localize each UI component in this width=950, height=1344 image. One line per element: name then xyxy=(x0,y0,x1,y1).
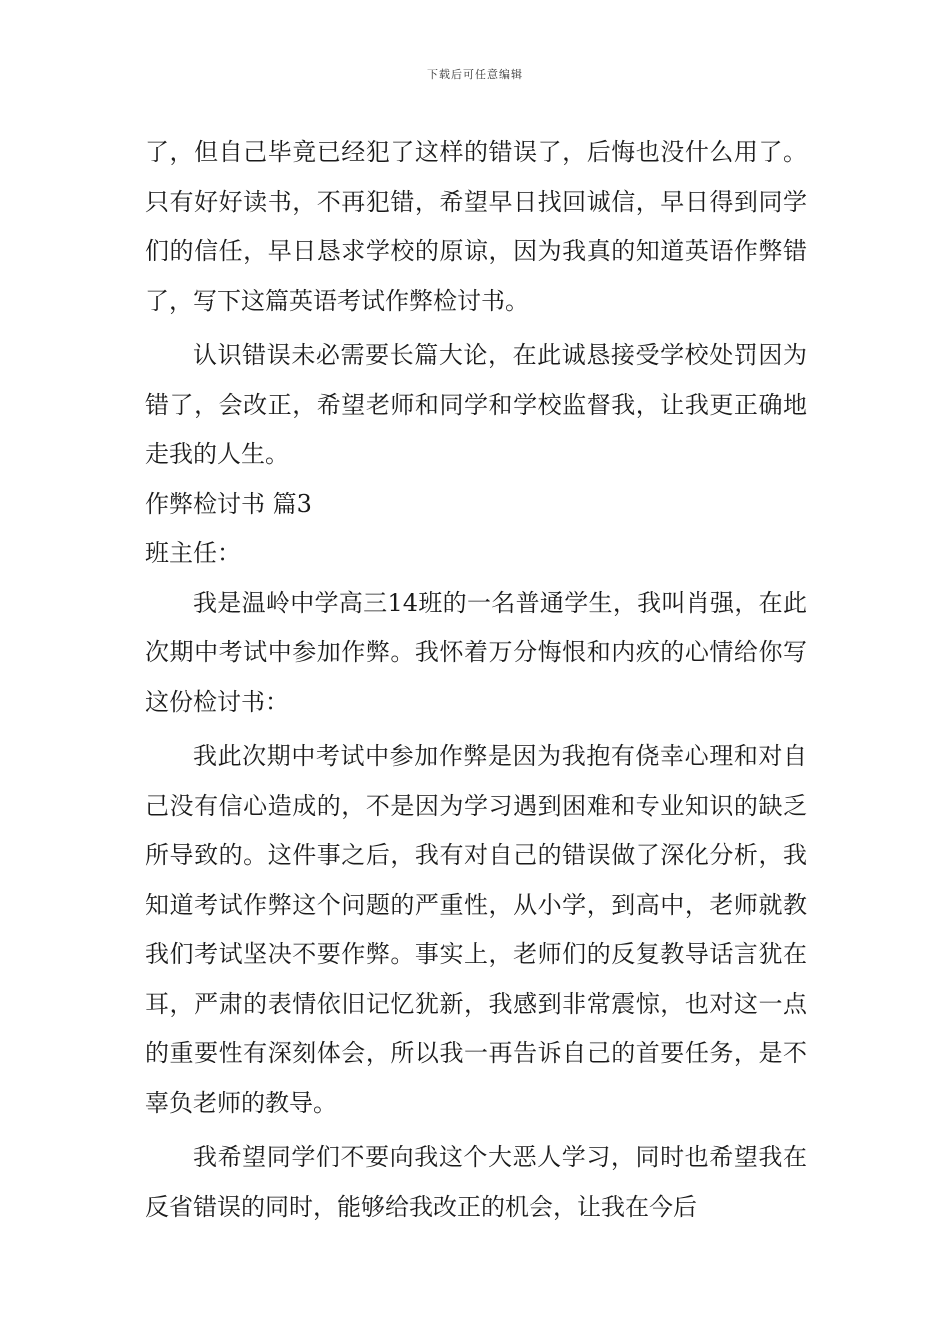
paragraph-continuation: 了，但自己毕竟已经犯了这样的错误了，后悔也没什么用了。只有好好读书，不再犯错，希望早日找回诚信，早日得到同学们的信任，早日恳求学校的原谅，因为我真的知道英语作弊错了，写下这篇英语考试作弊检讨书。 xyxy=(145,138,807,315)
section-title: 作弊检讨书 篇3 xyxy=(145,489,312,518)
paragraph-reflection: 我此次期中考试中参加作弊是因为我抱有侥幸心理和对自己没有信心造成的，不是因为学习遇到困难和专业知识的缺乏所导致的。这件事之后，我有对自己的错误做了深化分析，我知道考试作弊这个问题的严重性，从小学，到高中，老师就教我们考试坚决不要作弊。事实上，老师们的反复教导话言犹在耳，严肃的表情依旧记忆犹新，我感到非常震惊，也对这一点的重要性有深刻体会，所以我一再告诉自己的首要任务，是不辜负老师的教导。 xyxy=(145,742,807,1117)
page-header-note: 下载后可任意编辑 xyxy=(427,68,523,81)
document-body xyxy=(145,128,807,1232)
paragraph-acknowledgement: 认识错误未必需要长篇大论，在此诚恳接受学校处罚因为错了，会改正，希望老师和同学和学校监督我，让我更正确地走我的人生。 xyxy=(145,341,807,468)
paragraph-introduction: 我是温岭中学高三14班的一名普通学生，我叫肖强，在此次期中考试中参加作弊。我怀着万分悔恨和内疚的心情给你写这份检讨书： xyxy=(145,588,807,716)
paragraph-hope: 我希望同学们不要向我这个大恶人学习，同时也希望我在反省错误的同时，能够给我改正的机会，让我在今后 xyxy=(145,1143,807,1221)
salutation: 班主任： xyxy=(145,539,241,567)
